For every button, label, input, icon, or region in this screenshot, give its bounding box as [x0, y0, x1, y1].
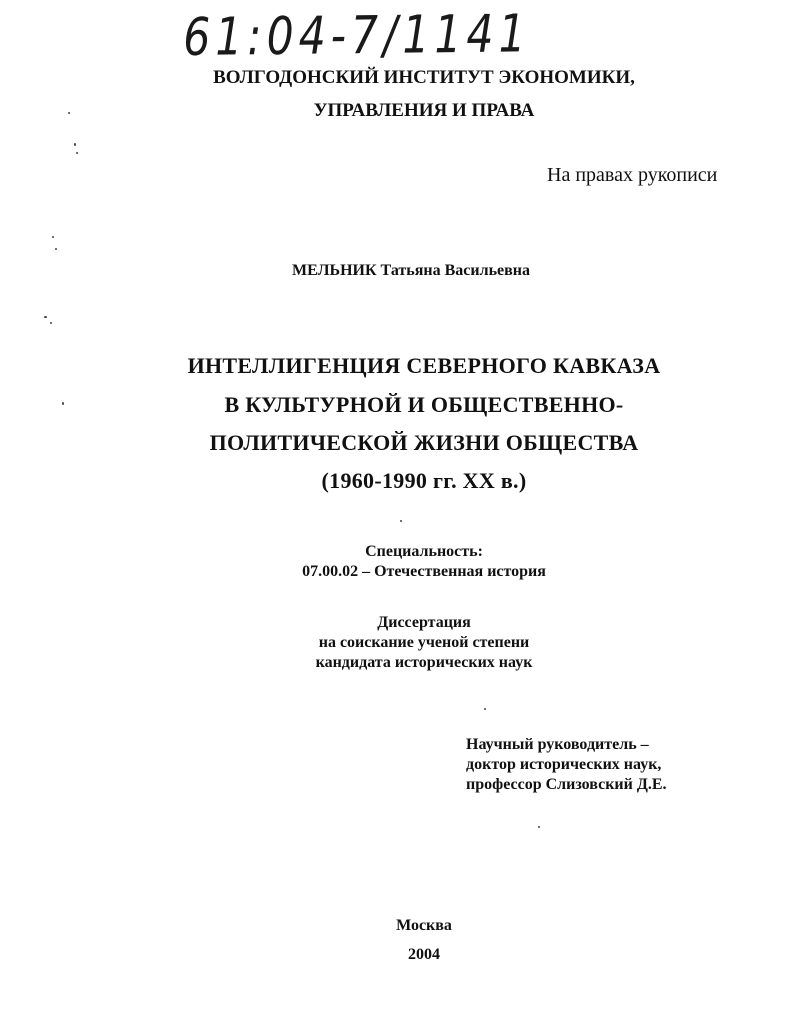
scan-speck [484, 708, 486, 710]
year: 2004 [408, 946, 440, 963]
scan-speck [538, 826, 540, 828]
supervisor-label: Научный руководитель – [466, 736, 649, 753]
scan-speck [68, 112, 70, 114]
dissertation-title-line4: (1960-1990 гг. XX в.) [321, 468, 527, 493]
author-name: МЕЛЬНИК Татьяна Васильевна [292, 262, 530, 279]
dissertation-title-line2: В КУЛЬТУРНОЙ И ОБЩЕСТВЕННО- [224, 392, 624, 417]
dissertation-title-line3: ПОЛИТИЧЕСКОЙ ЖИЗНИ ОБЩЕСТВА [209, 430, 639, 455]
specialty-value: 07.00.02 – Отечественная история [302, 563, 546, 580]
institute-name-line1: ВОЛГОДОНСКИЙ ИНСТИТУТ ЭКОНОМИКИ, [213, 67, 635, 88]
specialty-label: Специальность: [365, 543, 483, 560]
scan-speck [55, 248, 57, 250]
scan-speck [74, 143, 76, 146]
dissertation-type: Диссертация [377, 614, 471, 631]
supervisor-degree: доктор исторических наук, [466, 756, 662, 773]
scan-speck [52, 236, 54, 238]
dissertation-degree-line1: на соискание ученой степени [318, 634, 530, 651]
handwritten-catalog-number: 61:04-7/1141 [183, 4, 531, 68]
city: Москва [396, 917, 452, 934]
supervisor-name: профессор Слизовский Д.Е. [466, 776, 667, 793]
scan-speck [62, 402, 64, 405]
scan-speck [50, 322, 52, 324]
manuscript-rights-note: На правах рукописи [547, 164, 718, 186]
scan-speck [400, 520, 402, 522]
institute-name-line2: УПРАВЛЕНИЯ И ПРАВА [313, 100, 535, 121]
dissertation-title-line1: ИНТЕЛЛИГЕНЦИЯ СЕВЕРНОГО КАВКАЗА [187, 353, 661, 378]
dissertation-degree-line2: кандидата исторических наук [315, 654, 533, 671]
scan-speck [44, 316, 47, 318]
scan-speck [76, 152, 78, 154]
